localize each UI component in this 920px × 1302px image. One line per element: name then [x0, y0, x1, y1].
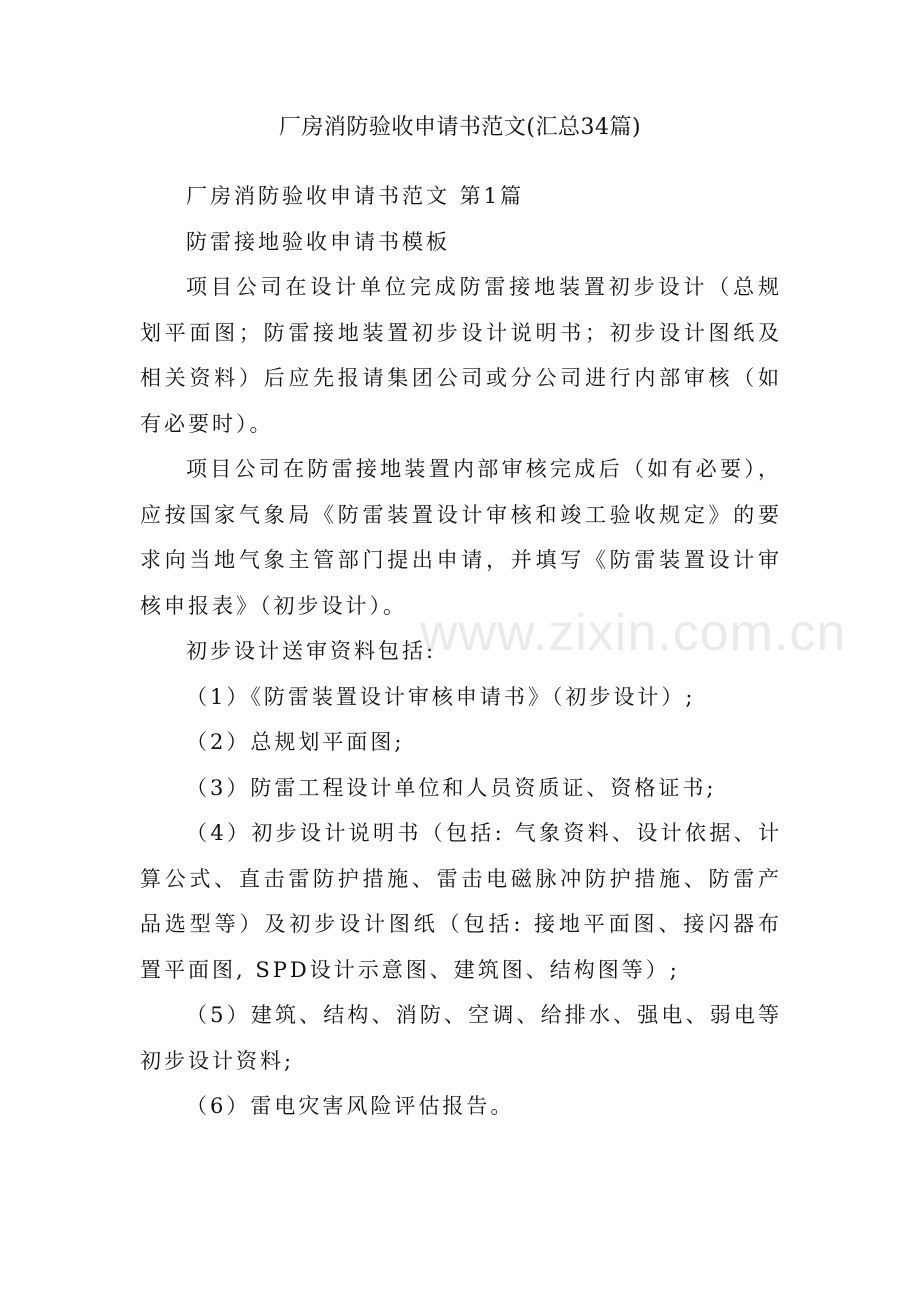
- section-heading: 厂房消防验收申请书范文 第1篇: [186, 184, 525, 208]
- paragraph: 初步设计送审资料包括:: [186, 639, 437, 663]
- watermark: www.zixin.com.cn: [420, 604, 847, 662]
- list-item: （4）初步设计说明书（包括: 气象资料、设计依据、计算公式、直击雷防护措施、雷击电磁脉冲防护措施、防雷产品选型等）及初步设计图纸（包括: 接地平面图、接闪器布置平面图, SPD设计示意图、建筑图、结构图等）;: [140, 821, 782, 982]
- paragraph: 项目公司在设计单位完成防雷接地装置初步设计（总规划平面图；防雷接地装置初步设计说明书；初步设计图纸及相关资料）后应先报请集团公司或分公司进行内部审核（如有必要时）。: [140, 275, 782, 436]
- paragraph: 项目公司在防雷接地装置内部审核完成后（如有必要），应按国家气象局《防雷装置设计审核和竣工验收规定》的要求向当地气象主管部门提出申请，并填写《防雷装置设计审核申报表》（初步设计）。: [140, 457, 782, 618]
- document-title: 厂房消防验收申请书范文(汇总34篇): [278, 115, 642, 140]
- section-subheading: 防雷接地验收申请书模板: [186, 229, 450, 254]
- list-item: （1）《防雷装置设计审核申请书》（初步设计）;: [186, 684, 696, 709]
- document-body: [140, 174, 782, 1130]
- list-item: （3）防雷工程设计单位和人员资质证、资格证书;: [186, 775, 717, 800]
- list-item: （5）建筑、结构、消防、空调、给排水、强电、弱电等初步设计资料;: [140, 1003, 782, 1073]
- list-item: （6）雷电灾害风险评估报告。: [186, 1094, 515, 1118]
- list-item: （2）总规划平面图;: [186, 730, 405, 754]
